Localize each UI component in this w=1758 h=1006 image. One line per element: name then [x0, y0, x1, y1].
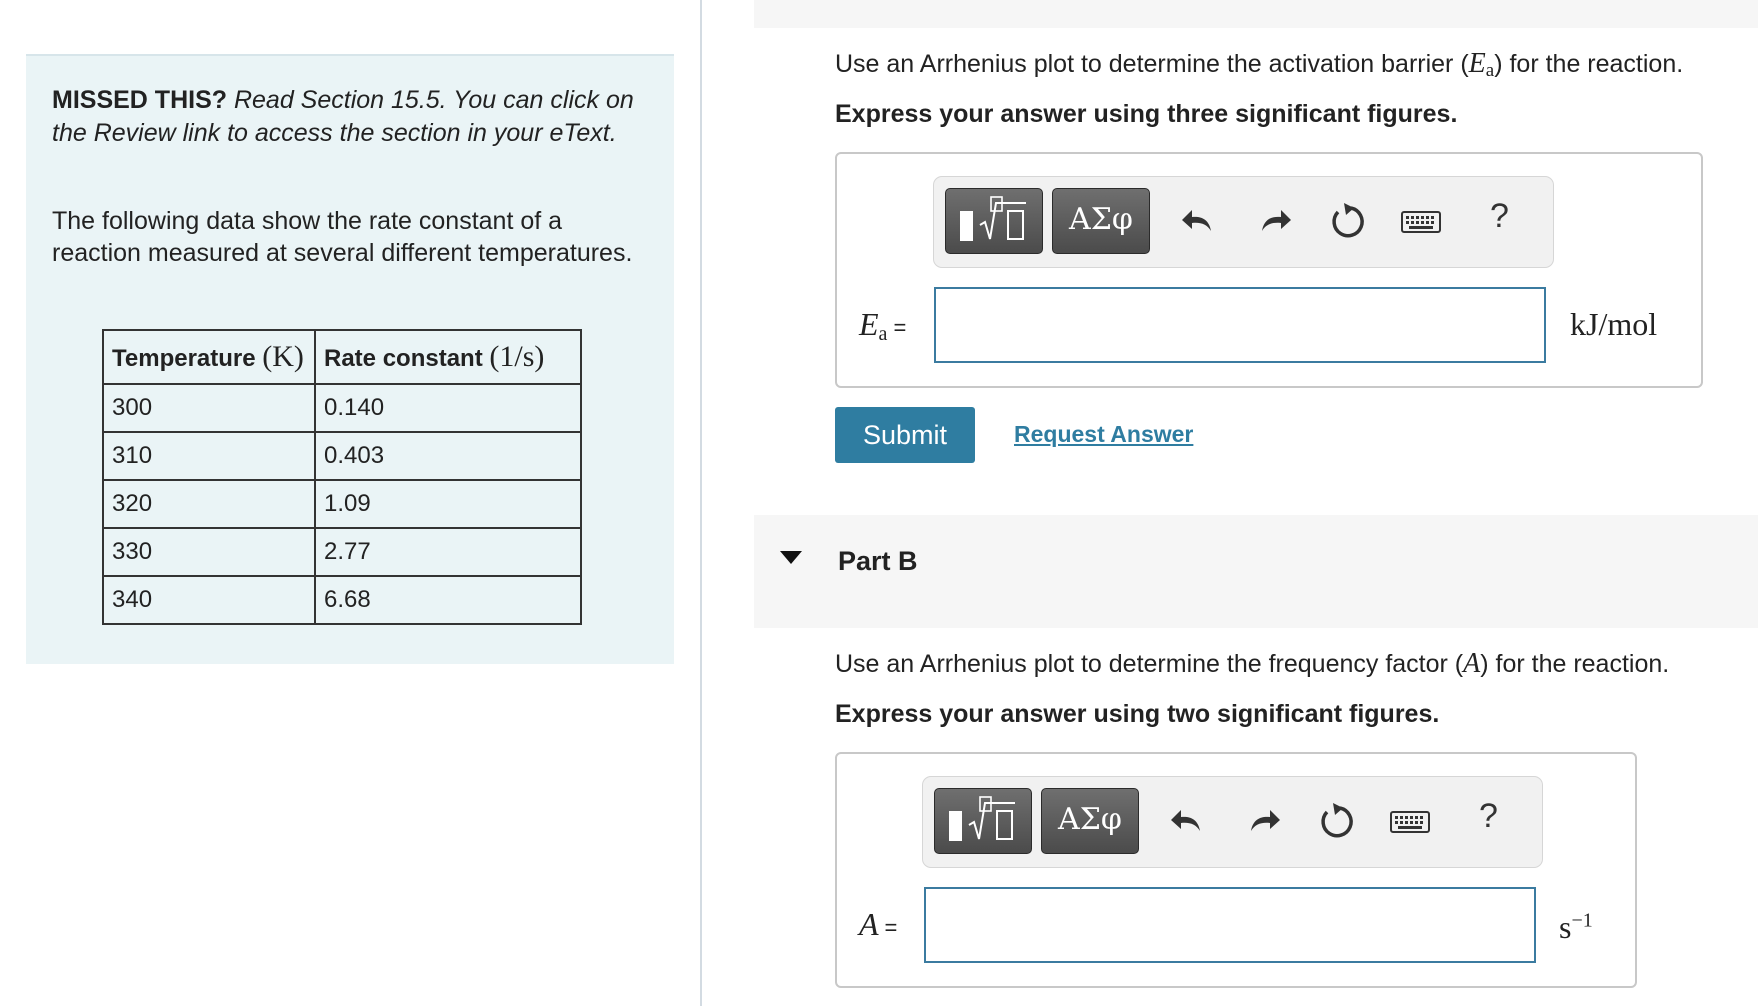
help-button[interactable]: ?	[1490, 197, 1509, 235]
part-a-header-strip	[754, 0, 1758, 28]
part-b-variable-label: A =	[859, 906, 898, 942]
missed-this-text: Read Section 15.5. You can click on the Review link to access the section in your eText.	[52, 86, 634, 147]
table-cell-rate: 2.77	[315, 528, 581, 576]
table-cell-temperature: 300	[103, 384, 315, 432]
table-cell-temperature: 330	[103, 528, 315, 576]
table-cell-temperature: 340	[103, 576, 315, 624]
table-cell-rate: 1.09	[315, 480, 581, 528]
fraction-sqrt-icon	[935, 789, 1031, 853]
part-a-question: Use an Arrhenius plot to determine the activation barrier $(E_a)$ for the reaction.	[835, 48, 1684, 81]
fraction-sqrt-icon	[946, 189, 1042, 253]
table-row	[103, 576, 581, 624]
info-panel	[26, 54, 674, 664]
templates-button[interactable]	[934, 788, 1032, 854]
column-divider	[700, 0, 702, 1006]
table-cell-rate: 0.403	[315, 432, 581, 480]
activation-energy-input[interactable]	[934, 287, 1546, 363]
table-row	[103, 480, 581, 528]
reset-icon[interactable]	[1325, 199, 1369, 243]
redo-icon[interactable]	[1241, 799, 1285, 843]
table-header-row	[103, 330, 581, 384]
table-cell-rate: 6.68	[315, 576, 581, 624]
data-table	[102, 329, 582, 625]
collapse-caret-icon[interactable]	[780, 551, 802, 564]
frequency-factor-input[interactable]	[924, 887, 1536, 963]
undo-icon[interactable]	[1177, 199, 1221, 243]
table-row	[103, 528, 581, 576]
table-header-temperature: Temperature (K)	[103, 330, 315, 384]
part-b-unit: $s^{-1}$	[1559, 909, 1593, 945]
redo-icon[interactable]	[1252, 199, 1296, 243]
undo-icon[interactable]	[1166, 799, 1210, 843]
greek-symbols-button[interactable]: ΑΣφ	[1052, 188, 1150, 254]
part-b-answer-box	[835, 752, 1637, 988]
part-b-math-toolbar	[922, 776, 1543, 868]
reset-icon[interactable]	[1314, 799, 1358, 843]
greek-symbols-button[interactable]: ΑΣφ	[1041, 788, 1139, 854]
table-row	[103, 432, 581, 480]
part-b-question: Use an Arrhenius plot to determine the frequency factor (A) for the reaction.	[835, 648, 1670, 679]
submit-button[interactable]: Submit	[835, 407, 975, 463]
intro-text: The following data show the rate constant of a reaction measured at several different temperatures.	[52, 207, 633, 267]
part-a-math-toolbar	[933, 176, 1554, 268]
missed-this-label: MISSED THIS?	[52, 86, 228, 114]
templates-button[interactable]	[945, 188, 1043, 254]
part-a-instruction: Express your answer using three significant figures.	[835, 100, 1458, 128]
table-cell-rate: 0.140	[315, 384, 581, 432]
part-b-instruction: Express your answer using two significant figures.	[835, 700, 1440, 728]
table-row	[103, 384, 581, 432]
help-button[interactable]: ?	[1479, 797, 1498, 835]
keyboard-icon[interactable]	[1388, 799, 1432, 843]
missed-this-note	[52, 84, 642, 150]
request-answer-link[interactable]: Request Answer	[1014, 421, 1194, 447]
table-header-rate-constant: Rate constant (1/s)	[315, 330, 581, 384]
table-cell-temperature: 320	[103, 480, 315, 528]
part-a-variable-label: $E_a$ =	[859, 306, 907, 345]
table-cell-temperature: 310	[103, 432, 315, 480]
part-a-answer-box	[835, 152, 1703, 388]
part-a-unit: kJ/mol	[1570, 306, 1658, 342]
part-b-title: Part B	[838, 546, 918, 576]
keyboard-icon[interactable]	[1399, 199, 1443, 243]
